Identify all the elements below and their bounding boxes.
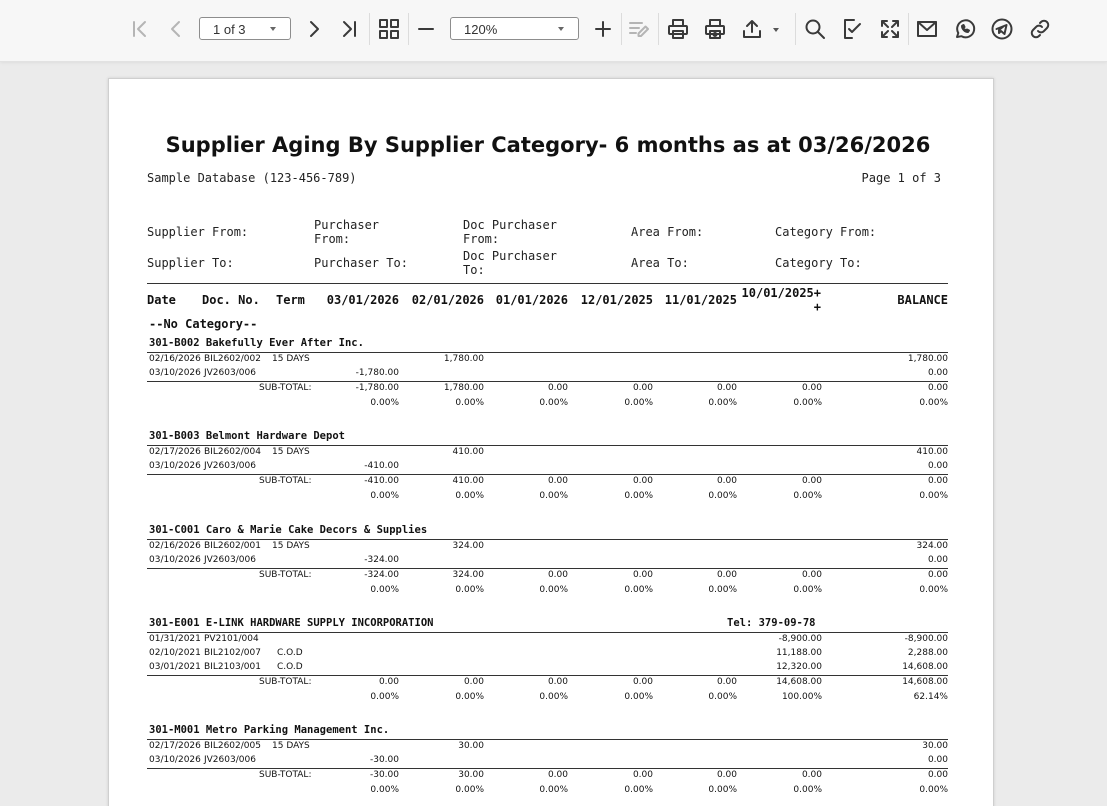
row-term: 15 DAYS: [272, 447, 310, 457]
subtotal-percent: 0.00%: [708, 398, 737, 408]
viewer-toolbar: [0, 0, 1107, 62]
row-doc-no: JV2603/006: [204, 755, 256, 765]
database-name: Sample Database (123-456-789): [147, 171, 357, 185]
row-balance: 324.00: [916, 541, 948, 551]
page-select[interactable]: [199, 17, 291, 40]
row-balance: 0.00: [927, 555, 948, 565]
link-icon: [1028, 17, 1052, 41]
subtotal-percent: 0.00%: [539, 491, 568, 501]
subtotal-value: 30.00: [458, 770, 484, 780]
subtotal-value: 0.00: [632, 476, 653, 486]
filter-category-to: Category To:: [775, 256, 862, 270]
toolbar-separator: [369, 13, 370, 45]
subtotal-value: 0.00: [547, 383, 568, 393]
supplier-divider: [147, 739, 948, 740]
subtotal-value: 0.00: [716, 770, 737, 780]
subtotal-percent: 0.00%: [919, 585, 948, 595]
subtotal-percent: 0.00%: [708, 585, 737, 595]
subtotal-percent: 0.00%: [455, 785, 484, 795]
subtotal-percent: 0.00%: [370, 692, 399, 702]
filter-purchaser-to: Purchaser To:: [314, 256, 408, 270]
subtotal-value: 0.00: [716, 383, 737, 393]
subtotal-percent: 0.00%: [370, 585, 399, 595]
caret-down-icon: [773, 28, 779, 32]
subtotal-value: 0.00: [927, 383, 948, 393]
subtotal-value: 0.00: [632, 570, 653, 580]
supplier-divider: [147, 352, 948, 353]
subtotal-value: 0.00: [927, 476, 948, 486]
subtotal-percent: 0.00%: [708, 491, 737, 501]
minus-icon: [414, 17, 438, 41]
subtotal-value: 0.00: [716, 570, 737, 580]
supplier-divider: [147, 632, 948, 633]
subtotal-value: 0.00: [801, 570, 822, 580]
export-button[interactable]: [735, 12, 769, 46]
filter-area-to: Area To:: [631, 256, 689, 270]
subtotal-value: -324.00: [364, 570, 399, 580]
row-doc-no: BIL2602/001: [204, 541, 261, 551]
subtotal-percent: 0.00%: [919, 785, 948, 795]
row-doc-no: BIL2602/004: [204, 447, 261, 457]
category-heading: --No Category--: [149, 317, 258, 331]
filter-area-from: Area From:: [631, 225, 704, 239]
page-info: Page 1 of 3: [861, 171, 941, 185]
row-date: 02/17/2026: [149, 741, 201, 751]
column-header-period-3: 01/01/2026: [495, 293, 568, 307]
subtotal-divider: [147, 768, 948, 769]
zoom-out-button[interactable]: [409, 12, 443, 46]
print-button[interactable]: [661, 12, 695, 46]
subtotal-percent: 0.00%: [539, 398, 568, 408]
filter-doc-purchaser-from-line1: Doc Purchaser: [463, 218, 557, 232]
subtotal-value: 0.00: [463, 677, 484, 687]
subtotal-percent: 0.00%: [624, 785, 653, 795]
subtotal-percent: 0.00%: [793, 585, 822, 595]
edit-document-icon: [627, 17, 651, 41]
email-button[interactable]: [910, 12, 944, 46]
report-title: Supplier Aging By Supplier Category- 6 months as at 03/26/2026: [165, 133, 931, 157]
column-header-balance: BALANCE: [897, 293, 948, 307]
subtotal-value: 0.00: [378, 677, 399, 687]
filter-purchaser-from: [314, 218, 379, 246]
subtotal-percent: 0.00%: [793, 398, 822, 408]
subtotal-label: SUB-TOTAL:: [259, 383, 312, 393]
whatsapp-button[interactable]: [948, 12, 982, 46]
subtotal-value: 0.00: [547, 476, 568, 486]
column-header-period-1: 03/01/2026: [326, 293, 399, 307]
row-term: C.O.D: [277, 662, 303, 672]
chevron-right-icon: [302, 17, 326, 41]
supplier-tel: Tel: 379-09-78: [727, 617, 816, 629]
column-header-period-6: [736, 286, 821, 314]
subtotal-value: 0.00: [547, 677, 568, 687]
subtotal-percent: 0.00%: [624, 692, 653, 702]
row-term: 15 DAYS: [272, 354, 310, 364]
row-doc-no: BIL2602/005: [204, 741, 261, 751]
subtotal-value: 0.00: [547, 770, 568, 780]
supplier-name: 301-B002 Bakefully Ever After Inc.: [149, 337, 364, 349]
filter-purchaser-from-line1: Purchaser: [314, 218, 380, 232]
row-balance: 0.00: [927, 461, 948, 471]
subtotal-percent: 0.00%: [919, 491, 948, 501]
filter-doc-purchaser-to: [463, 249, 557, 277]
toolbar-separator: [908, 13, 909, 45]
row-date: 02/16/2026: [149, 541, 201, 551]
search-button[interactable]: [798, 12, 832, 46]
row-date: 02/17/2026: [149, 447, 201, 457]
subtotal-label: SUB-TOTAL:: [259, 677, 312, 687]
row-term: 15 DAYS: [272, 541, 310, 551]
row-doc-no: BIL2602/002: [204, 354, 261, 364]
row-aging-value: -410.00: [364, 461, 399, 471]
zoom-in-button[interactable]: [586, 12, 620, 46]
subtotal-percent: 0.00%: [370, 785, 399, 795]
subtotal-value: 0.00: [632, 770, 653, 780]
row-date: 03/10/2026: [149, 368, 201, 378]
first-page-icon: [127, 17, 151, 41]
row-aging-value: 30.00: [458, 741, 484, 751]
row-term: C.O.D: [277, 648, 303, 658]
subtotal-value: 0.00: [716, 677, 737, 687]
toolbar-separator: [795, 13, 796, 45]
copy-link-button[interactable]: [1023, 12, 1057, 46]
mail-icon: [915, 17, 939, 41]
row-date: 03/10/2026: [149, 755, 201, 765]
last-page-icon: [338, 17, 362, 41]
subtotal-label: SUB-TOTAL:: [259, 770, 312, 780]
subtotal-value: 14,608.00: [902, 677, 948, 687]
supplier-divider: [147, 445, 948, 446]
upload-icon: [740, 17, 764, 41]
row-doc-no: JV2603/006: [204, 555, 256, 565]
filter-supplier-from: Supplier From:: [147, 225, 249, 239]
supplier-name: 301-E001 E-LINK HARDWARE SUPPLY INCORPORATION: [149, 617, 434, 629]
row-doc-no: BIL2103/001: [204, 662, 261, 672]
subtotal-value: 14,608.00: [776, 677, 822, 687]
subtotal-percent: 0.00%: [455, 491, 484, 501]
column-header-period-5: 11/01/2025: [664, 293, 737, 307]
subtotal-value: 0.00: [547, 570, 568, 580]
telegram-icon: [990, 17, 1014, 41]
document-check-icon: [840, 17, 864, 41]
row-balance: 0.00: [927, 755, 948, 765]
supplier-name: 301-C001 Caro & Marie Cake Decors & Supplies: [149, 524, 428, 536]
row-date: 02/16/2026: [149, 354, 201, 364]
telegram-button[interactable]: [985, 12, 1019, 46]
header-divider: [147, 283, 948, 284]
subtotal-value: 0.00: [801, 476, 822, 486]
subtotal-label: SUB-TOTAL:: [259, 570, 312, 580]
filter-category-from: Category From:: [775, 225, 877, 239]
caret-down-icon: [558, 27, 564, 31]
subtotal-value: -30.00: [369, 770, 399, 780]
caret-down-icon: [270, 27, 276, 31]
subtotal-percent: 0.00%: [919, 398, 948, 408]
edit-button[interactable]: [622, 12, 656, 46]
row-aging-value: 12,320.00: [776, 662, 822, 672]
row-doc-no: BIL2102/007: [204, 648, 261, 658]
supplier-divider: [147, 539, 948, 540]
subtotal-percent: 0.00%: [539, 585, 568, 595]
supplier-name: 301-M001 Metro Parking Management Inc.: [149, 724, 390, 736]
chevron-left-icon: [164, 17, 188, 41]
toolbar-separator: [658, 13, 659, 45]
fullscreen-icon: [878, 17, 902, 41]
row-balance: 1,780.00: [907, 354, 948, 364]
whatsapp-icon: [953, 17, 977, 41]
column-header-date: Date: [147, 293, 176, 307]
subtotal-value: 324.00: [452, 570, 484, 580]
subtotal-divider: [147, 474, 948, 475]
last-page-button[interactable]: [333, 12, 367, 46]
row-aging-value: 410.00: [452, 447, 484, 457]
row-date: 03/10/2026: [149, 461, 201, 471]
row-balance: 410.00: [916, 447, 948, 457]
sign-document-button[interactable]: [835, 12, 869, 46]
column-header-doc-no: Doc. No.: [202, 293, 260, 307]
row-aging-value: 324.00: [452, 541, 484, 551]
previous-page-button[interactable]: [159, 12, 193, 46]
subtotal-percent: 0.00%: [455, 585, 484, 595]
subtotal-value: 0.00: [632, 383, 653, 393]
subtotal-percent: 0.00%: [708, 785, 737, 795]
fullscreen-button[interactable]: [873, 12, 907, 46]
subtotal-value: 0.00: [927, 770, 948, 780]
row-term: 15 DAYS: [272, 741, 310, 751]
subtotal-percent: 100.00%: [781, 692, 822, 702]
subtotal-divider: [147, 381, 948, 382]
first-page-button[interactable]: [122, 12, 156, 46]
subtotal-percent: 0.00%: [793, 491, 822, 501]
zoom-select[interactable]: [450, 17, 579, 40]
supplier-name: 301-B003 Belmont Hardware Depot: [149, 430, 345, 442]
row-aging-value: -30.00: [369, 755, 399, 765]
row-aging-value: -324.00: [364, 555, 399, 565]
filter-doc-purchaser-to-line2: To:: [463, 263, 485, 277]
next-page-button[interactable]: [297, 12, 331, 46]
subtotal-percent: 0.00%: [370, 491, 399, 501]
column-header-period-6-line2: +: [813, 300, 821, 314]
search-icon: [803, 17, 827, 41]
filter-doc-purchaser-from: [463, 218, 557, 246]
filter-supplier-to: Supplier To:: [147, 256, 234, 270]
subtotal-value: -1,780.00: [355, 383, 399, 393]
subtotal-percent: 0.00%: [539, 785, 568, 795]
printer-icon: [666, 17, 690, 41]
row-date: 03/10/2026: [149, 555, 201, 565]
subtotal-percent: 0.00%: [708, 692, 737, 702]
subtotal-percent: 0.00%: [370, 398, 399, 408]
filter-doc-purchaser-from-line2: From:: [463, 232, 500, 246]
row-aging-value: -8,900.00: [778, 634, 822, 644]
report-page: [108, 78, 994, 806]
subtotal-label: SUB-TOTAL:: [259, 476, 312, 486]
subtotal-percent: 0.00%: [455, 692, 484, 702]
row-aging-value: 11,188.00: [776, 648, 822, 658]
subtotal-value: 0.00: [801, 770, 822, 780]
subtotal-divider: [147, 675, 948, 676]
row-balance: 0.00: [927, 368, 948, 378]
subtotal-percent: 0.00%: [539, 692, 568, 702]
row-balance: 30.00: [922, 741, 948, 751]
plus-icon: [591, 17, 615, 41]
row-balance: -8,900.00: [904, 634, 948, 644]
subtotal-value: -410.00: [364, 476, 399, 486]
row-doc-no: PV2101/004: [204, 634, 259, 644]
page-select-value: 1 of 3: [213, 22, 246, 37]
print-preview-icon: [703, 17, 727, 41]
filter-purchaser-from-line2: From:: [314, 232, 351, 246]
subtotal-percent: 62.14%: [913, 692, 948, 702]
print-preview-button[interactable]: [698, 12, 732, 46]
subtotal-divider: [147, 568, 948, 569]
row-doc-no: JV2603/006: [204, 461, 256, 471]
row-aging-value: -1,780.00: [355, 368, 399, 378]
subtotal-value: 0.00: [632, 677, 653, 687]
column-header-period-4: 12/01/2025: [580, 293, 653, 307]
subtotal-value: 1,780.00: [443, 383, 484, 393]
row-balance: 14,608.00: [902, 662, 948, 672]
row-aging-value: 1,780.00: [443, 354, 484, 364]
subtotal-percent: 0.00%: [624, 585, 653, 595]
row-date: 02/10/2021: [149, 648, 201, 658]
filter-doc-purchaser-to-line1: Doc Purchaser: [463, 249, 557, 263]
column-header-period-2: 02/01/2026: [411, 293, 484, 307]
thumbnails-button[interactable]: [372, 12, 406, 46]
subtotal-value: 0.00: [716, 476, 737, 486]
subtotal-percent: 0.00%: [624, 398, 653, 408]
grid-layout-icon: [377, 17, 401, 41]
row-balance: 2,288.00: [907, 648, 948, 658]
column-header-period-6-line1: 10/01/2025+: [741, 286, 821, 300]
subtotal-percent: 0.00%: [793, 785, 822, 795]
row-date: 03/01/2021: [149, 662, 201, 672]
subtotal-percent: 0.00%: [624, 491, 653, 501]
subtotal-value: 410.00: [452, 476, 484, 486]
subtotal-value: 0.00: [927, 570, 948, 580]
row-date: 01/31/2021: [149, 634, 201, 644]
subtotal-value: 0.00: [801, 383, 822, 393]
zoom-select-value: 120%: [464, 22, 498, 37]
column-header-term: Term: [276, 293, 305, 307]
subtotal-percent: 0.00%: [455, 398, 484, 408]
row-doc-no: JV2603/006: [204, 368, 256, 378]
